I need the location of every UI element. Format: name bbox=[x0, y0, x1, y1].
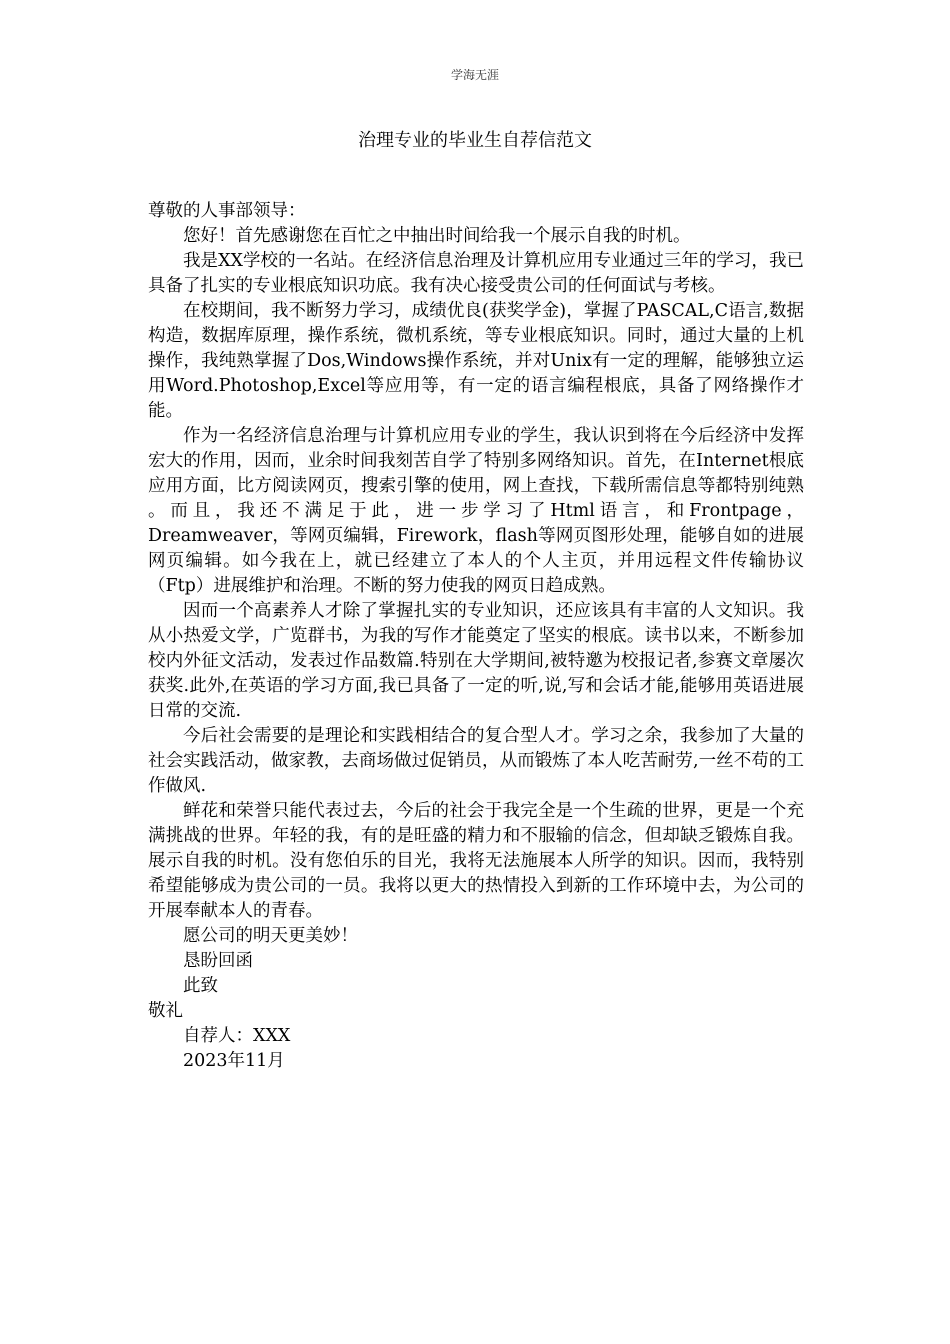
signature: 自荐人：XXX bbox=[183, 1026, 291, 1046]
paragraph: 我是XX学校的一名站。在经济信息治理及计算机应用专业通过三年的学习，我已具备了扎实的专业根底知识功底。我有决心接受贵公司的任何面试与考核。 bbox=[148, 251, 804, 296]
letter-date: 2023年11月 bbox=[183, 1051, 285, 1071]
paragraph: 作为一名经济信息治理与计算机应用专业的学生，我认识到将在今后经济中发挥宏大的作用，因而，业余时间我刻苦自学了特别多网络知识。首先，在Internet根底应用方面，比方阅读网页，搜索引擎的使用，网上查找，下载所需信息等都特别纯熟 。而且，我还不满足于此，进一步学习了Html语言，和Frontpage，Dreamweaver，等网页编辑，Firework，flash等网页图形处理，能够自如的进展网页编辑。如今我在上，就已经建立了本人的个人主页，并用远程文件传输协议（Ftp）进展维护和治理。不断的努力使我的网页日趋成熟。 bbox=[148, 426, 804, 596]
document-title: 治理专业的毕业生自荐信范文 bbox=[358, 130, 592, 151]
await-reply: 恳盼回函 bbox=[183, 951, 253, 971]
paragraph: 因而一个高素养人才除了掌握扎实的专业知识，还应该具有丰富的人文知识。我从小热爱文学，广览群书，为我的写作才能奠定了坚实的根底。读书以来，不断参加校内外征文活动，发表过作品数篇.特别在大学期间,被特邀为校报记者,参赛文章屡次获奖.此外,在英语的学习方面,我已具备了一定的听,说,写和会话才能,能够用英语进展日常的交流. bbox=[148, 601, 804, 721]
paragraph: 鲜花和荣誉只能代表过去，今后的社会于我完全是一个生疏的世界，更是一个充满挑战的世界。年轻的我，有的是旺盛的精力和不服输的信念，但却缺乏锻炼自我。展示自我的时机。没有您伯乐的目光，我将无法施展本人所学的知识。因而，我特别希望能够成为贵公司的一员。我将以更大的热情投入到新的工作环境中去，为公司的开展奉献本人的青春。 bbox=[148, 801, 804, 921]
page-header: 学海无涯 bbox=[450, 68, 499, 82]
salutation: 尊敬的人事部领导： bbox=[148, 201, 306, 221]
closing-cizhi: 此致 bbox=[183, 976, 218, 996]
closing-wish: 愿公司的明天更美妙！ bbox=[183, 926, 358, 946]
paragraph: 在校期间，我不断努力学习，成绩优良(获奖学金)，掌握了PASCAL,C语言,数据构造，数据库原理，操作系统，微机系统，等专业根底知识。同时，通过大量的上机操作，我纯熟掌握了Dos,Windows操作系统，并对Unix有一定的理解，能够独立运用Word.Photoshop,Excel等应用等，有一定的语言编程根底，具备了网络操作才能。 bbox=[148, 301, 804, 421]
letter-body bbox=[148, 199, 804, 1074]
closing-jingli: 敬礼 bbox=[148, 1001, 183, 1021]
paragraph: 今后社会需要的是理论和实践相结合的复合型人才。学习之余，我参加了大量的社会实践活动，做家教，去商场做过促销员，从而锻炼了本人吃苦耐劳,一丝不苟的工作做风. bbox=[148, 726, 804, 796]
paragraph: 您好！首先感谢您在百忙之中抽出时间给我一个展示自我的时机。 bbox=[183, 226, 691, 246]
